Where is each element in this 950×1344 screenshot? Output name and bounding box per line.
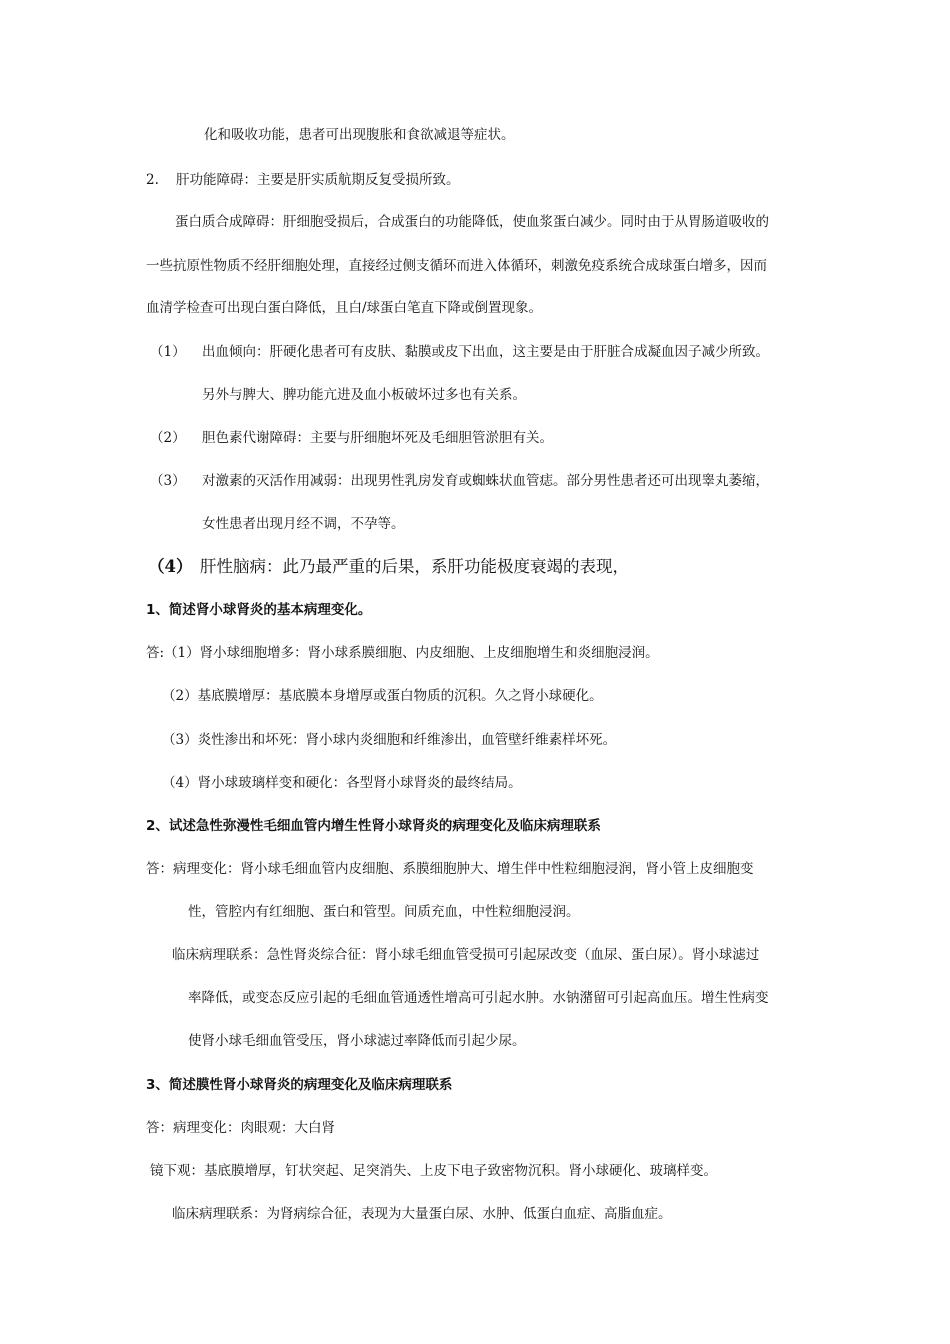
list-item xyxy=(150,342,769,362)
list-item xyxy=(150,428,553,448)
question-heading: 1、简述肾小球肾炎的基本病理变化。 xyxy=(146,602,372,618)
text-line: 率降低，或变态反应引起的毛细血管通透性增高可引起水肿。水钠潴留可引起高血压。增生性病变 xyxy=(188,990,769,1006)
text-line: 化和吸收功能，患者可出现腹胀和食欲减退等症状。 xyxy=(204,127,515,143)
question-heading: 3、简述膜性肾小球肾炎的病理变化及临床病理联系 xyxy=(146,1077,453,1093)
text-line: 胆色素代谢障碍：主要与肝细胞坏死及毛细胆管淤胆有关。 xyxy=(202,430,553,446)
text-line: 使肾小球毛细血管受压，肾小球滤过率降低而引起少尿。 xyxy=(188,1033,526,1049)
text-line: 肝功能障碍：主要是肝实质航期反复受损所致。 xyxy=(176,172,460,188)
text-line: 临床病理联系：急性肾炎综合征：肾小球毛细血管受损可引起尿改变（血尿、蛋白尿）。肾小球滤过 xyxy=(172,947,760,963)
text-line: 性，管腔内有红细胞、蛋白和管型。间质充血，中性粒细胞浸润。 xyxy=(188,904,580,920)
text-line: （2）基底膜增厚：基底膜本身增厚或蛋白物质的沉积。久之肾小球硬化。 xyxy=(162,688,603,704)
text-line: 镜下观：基底膜增厚，钉状突起、足突消失、上皮下电子致密物沉积。肾小球硬化、玻璃样变。 xyxy=(150,1163,717,1179)
list-marker: （1） xyxy=(150,344,186,360)
list-marker: 2. xyxy=(146,172,159,188)
text-line: 女性患者出现月经不调，不孕等。 xyxy=(202,516,405,532)
list-marker: （2） xyxy=(150,430,186,446)
text-line: 蛋白质合成障碍：肝细胞受损后，合成蛋白的功能降低，使血浆蛋白减少。同时由于从胃肠道吸收的 xyxy=(175,214,769,230)
text-line: 临床病理联系：为肾病综合征，表现为大量蛋白尿、水肿、低蛋白血症、高脂血症。 xyxy=(172,1206,672,1222)
list-item xyxy=(146,170,460,190)
text-line: 肝性脑病：此乃最严重的后果，系肝功能极度衰竭的表现， xyxy=(200,557,629,576)
text-line: 对激素的灭活作用减弱：出现男性乳房发育或蜘蛛状血管痣。部分男性患者还可出现睾丸萎缩， xyxy=(202,473,769,489)
text-line: 答：病理变化：肉眼观：大白肾 xyxy=(146,1120,335,1136)
list-item xyxy=(150,471,769,491)
text-line: （4）肾小球玻璃样变和硬化：各型肾小球肾炎的最终结局。 xyxy=(162,775,522,791)
text-line: 答：病理变化：肾小球毛细血管内皮细胞、系膜细胞肿大、增生伴中性粒细胞浸润，肾小管上皮细胞变 xyxy=(146,861,754,877)
list-marker: （4） xyxy=(148,557,193,576)
question-heading: 2、试述急性弥漫性毛细血管内增生性肾小球肾炎的病理变化及临床病理联系 xyxy=(146,818,601,834)
text-line: 另外与脾大、脾功能亢进及血小板破坏过多也有关系。 xyxy=(202,387,526,403)
text-line: 血清学检查可出现白蛋白降低，且白/球蛋白笔直下降或倒置现象。 xyxy=(146,300,543,316)
text-line: 答:（1）肾小球细胞增多：肾小球系膜细胞、内皮细胞、上皮细胞增生和炎细胞浸润。 xyxy=(146,645,659,661)
text-line: 一些抗原性物质不经肝细胞处理，直接经过侧支循环而进入体循环，刺激免疫系统合成球蛋白增多，因而 xyxy=(146,258,767,274)
list-marker: （3） xyxy=(150,473,186,489)
list-item xyxy=(148,556,629,578)
text-line: 出血倾向：肝硬化患者可有皮肤、黏膜或皮下出血，这主要是由于肝脏合成凝血因子减少所致。 xyxy=(202,344,769,360)
text-line: （3）炎性渗出和坏死：肾小球内炎细胞和纤维渗出，血管壁纤维素样坏死。 xyxy=(162,732,617,748)
